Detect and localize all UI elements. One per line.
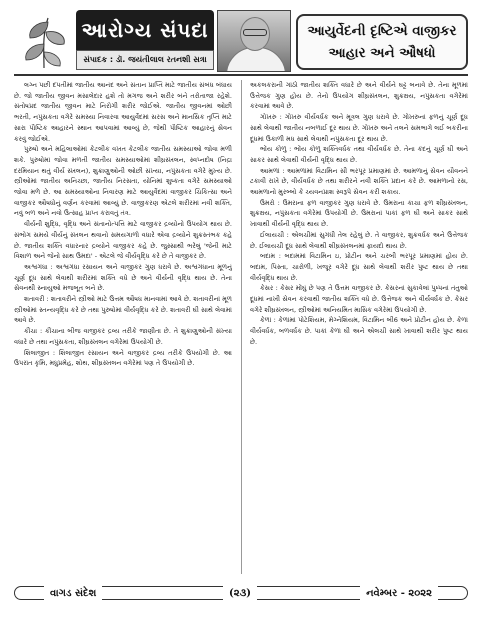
author-byline: સંપાદક : ડૉ. જયંતીલાલ રતનશી સત્રા xyxy=(76,50,214,70)
issue-date: નવેમ્બર - ૨૦૨૨ xyxy=(360,582,438,604)
article-topic-line2: આહાર અને ઔષધો xyxy=(328,45,436,61)
paragraph: ઈલાયચી : એલચીમાં સુગંધી તેલ રહેલું છે. તે વાજીકર, શુક્રવર્ધક અને ઉત્તેજક છે. ઈલાયચી દૂધ સાથે લેવાથી શીઘ્રસ્ખલનમાં ફાયદો થાય છે. xyxy=(250,230,468,250)
header-divider xyxy=(14,74,468,76)
column-divider xyxy=(241,80,242,574)
paragraph: બદામ : બદામમાં વિટામિન ઇ, પ્રોટીન અને ચરબી ભરપૂર પ્રમાણમાં હોય છે. બદામ, પિસ્તા, ચારોળી, ખજૂર વગેરે દૂધ સાથે લેવાથી શરીર પુષ્ટ થાય છે તથા વીર્યવૃદ્ધિ થાય છે. xyxy=(250,252,468,282)
left-column xyxy=(14,80,232,574)
right-column xyxy=(250,80,468,574)
paragraph: વીર્યની શુદ્ધિ, વૃદ્ધિ અને સંતાનોત્પત્તિ માટે વાજીકર દ્રવ્યોનો ઉપયોગ થાય છે. સંભોગ સમયે વીર્યનું સ્ખલન થવાનો સમયગાળો વધારે એવા દ્રવ્યોને શુક્રસ્તંભક કહે છે. જાતીય શક્તિ વધારનાર દ્રવ્યોને વાજીકર કહે છે. જુસ્સાથી ભરેલું 'જેની માટે વિશાળ અને જેનો સાથ ઉમદા' - એટલે જે વીર્યવૃદ્ધિ કરે છે તે વાજીકર છે. xyxy=(14,220,232,261)
article-header xyxy=(14,10,468,74)
column-title-box xyxy=(76,10,214,50)
paragraph: ઉમરો : ઉમરાના ફળ વાજીકર ગુણ ધરાવે છે. ઉમરાના કાચા ફળ શીઘ્રસ્ખલન, શુક્રક્ષય, નપુંસકતા વગેરેમાં ઉપયોગી છે. ઉમરાનાં પાકાં ફળ ઘી અને સાકર સાથે ખાવાથી વીર્યની વૃદ્ધિ થાય છે. xyxy=(250,198,468,229)
page-number: (૨૩) xyxy=(223,582,257,604)
paragraph: કેસર : કેસર મોંઘું છે પણ તે ઉત્તમ વાજીકર છે. કેસરનાં સુકાવેલાં પુષ્પનાં તંતુઓ દૂધમાં નાખી સેવન કરવાથી જાતીય શક્તિ વધે છે. ઉત્તેજક અને વીર્યવર્ધક છે. કેસર વગેરે શીઘ્રસ્ખલન, સ્ત્રીઓમાં અનિયમિત માસિક વગેરેમાં ઉપયોગી છે. xyxy=(250,284,468,314)
paragraph: કેળાં : કેળાંમાં પોટેશિયમ, મેગ્નેશિયમ, વિટામિન બી6 અને પ્રોટીન હોય છે. કેળાં વીર્યવર્ધક, બળવર્ધક છે. પાકાં કેળાં ઘી અને એલચી સાથે ખાવાથી શરીર પુષ્ટ થાય છે. xyxy=(250,316,468,346)
page-footer xyxy=(14,582,468,604)
article-topic-line1: આયુર્વેદની દૃષ્ટિએ વાજીકર xyxy=(307,23,457,39)
paragraph: પુરુષો અને મહિલાઓમાં કેટલીક વખત કેટલીક જાતીય સમસ્યાઓ જોવા મળી શકે. પુરુષોમાં જોવા મળતી જાતીય સમસ્યાઓમાં શીઘ્રસ્ખલન, સ્વપ્નદોષ (નિદ્રા દરમિયાન થતું વીર્ય સ્ખલન), શુક્રાણુઓની ઓછી સંખ્યા, નપુંસકતા વગેરે મુખ્ય છે. સ્ત્રીઓમાં જાતીય અનિચ્છા, જાતીય નિરસતા, યોનિમાં શુષ્કતા વગેરે સમસ્યાઓ જોવા મળે છે. આ સમસ્યાઓના નિવારણ માટે આયુર્વેદમાં વાજીકર ચિકિત્સા અને વાજીકર ઔષધોનું વર્ણન કરવામાં આવ્યું છે. વાજીકરણ એટલે શરીરમાં નવી શક્તિ, નવું બળ અને નવો ઉત્સાહ પ્રાપ્ત કરાવતું તંત્ર. xyxy=(14,145,232,218)
paragraph: ગોખરુ : ગોખરુ વીર્યવર્ધક અને મૂત્રલ ગુણ ધરાવે છે. ગોખરુનાં ફળનું ચૂર્ણ દૂધ સાથે લેવાથી જાતીય નબળાઈ દૂર થાય છે. ગોખરુ અને તલને સમભાગે લઈ બકરીના દૂધમાં ઉકાળી મધ સાથે લેવાથી નપુંસકતા દૂર થાય છે. xyxy=(250,113,468,143)
magazine-name: વાગડ સંદેશ xyxy=(44,582,102,604)
article-topic-box xyxy=(296,14,468,70)
author-photo xyxy=(217,10,291,72)
paragraph: શતાવરી : શતાવરીને સ્ત્રીઓ માટે ઉત્તમ ઔષધ માનવામાં આવે છે. શતાવરીનાં મૂળ સ્ત્રીઓમાં સ્તન્યવૃદ્ધિ કરે છે તથા પુરુષોમાં વીર્યવૃદ્ધિ કરે છે. શતાવરી ઘી સાથે લેવામાં આવે છે. xyxy=(14,295,232,325)
paragraph: અશ્વગંધા : અશ્વગંધા રસાયન અને વાજીકર ગુણ ધરાવે છે. અશ્વગંધાના મૂળનું ચૂર્ણ દૂધ સાથે લેવાથી શરીરમાં શક્તિ વધે છે અને વીર્યની વૃદ્ધિ થાય છે. તેના સેવનથી સ્નાયુઓ મજબૂત બને છે. xyxy=(14,262,232,293)
magazine-page xyxy=(14,10,468,616)
paragraph: શિલાજીત : શિલાજીત રસાયન અને વાજીકર દ્રવ્ય તરીકે ઉપયોગી છે. આ ઉપરાંત કૃમિ, મધુપ્રમેહ, શોથ, શીઘ્રસ્ખલન વગેરેમાં પણ તે ઉપયોગી છે. xyxy=(14,348,232,368)
paragraph: આમળાં : આમળાંમાં વિટામિન સી ભરપૂર પ્રમાણમાં છે. આમળાનું સેવન યૌવનને ટકાવી રાખે છે, વીર્યવર્ધક છે તથા શરીરને નવી શક્તિ પ્રદાન કરે છે. આમળાનો રસ, આમળાનો મુરબ્બો કે ચ્યવનપ્રાશ સ્વરૂપે સેવન કરી શકાય. xyxy=(250,166,468,197)
paragraph: લગ્ન પછી દંપતીમાં જાતીય આનંદ અને સંતાન પ્રાપ્તિ માટે જાતીય સંબંધ બંધાય છે. જો જાતીય જીવન મસાલેદાર હશે તો મગજ અને શરીર બંને તરોતાજા રહેશે. સંતોષપ્રદ જાતીય જીવન માટે નિરોગી શરીર જોઈએ. જાતીય જીવનમાં ઓછી ભરતી, નપુંસકતા વગેરે સમસ્યા નિવારવા આયુર્વેદમાં સરસ અને માનસિક તૃપ્તિ માટે સારા પૌષ્ટિક આહારને સ્થાન આપવામાં આવ્યું છે, જેથી પૌષ્ટિક આહારનું સેવન કરવું જોઈએ. xyxy=(14,81,232,143)
leaf-ornament-icon xyxy=(18,12,70,70)
paragraph: કૌંચા : કૌંચાના બીજ વાજીકર દ્રવ્ય તરીકે જાણીતા છે. તે શુક્રાણુઓની સંખ્યા વધારે છે તથા નપુંસકતા, શીઘ્રસ્ખલન વગેરેમાં ઉપયોગી છે. xyxy=(14,327,232,346)
paragraph: ભોંય કોળું : ભોંય કોળું શક્તિવર્ધક તથા વીર્યવર્ધક છે. તેના કંદનું ચૂર્ણ ઘી અને સાકર સાથે લેવાથી વીર્યની વૃદ્ધિ થાય છે. xyxy=(250,145,468,164)
paragraph: અકલકરાની ગાંઠો જાતીય શક્તિ વધારે છે અને વીર્યને ઘટ્ટ બનાવે છે. તેના મૂળમાં ઉત્તેજક ગુણ હોય છે. તેનો ઉપયોગ શીઘ્રસ્ખલન, શુક્રક્ષય, નપુંસકતા વગેરેમાં કરવામાં આવે છે. xyxy=(250,81,468,111)
column-title: આરોગ્ય સંપદા xyxy=(81,18,209,42)
